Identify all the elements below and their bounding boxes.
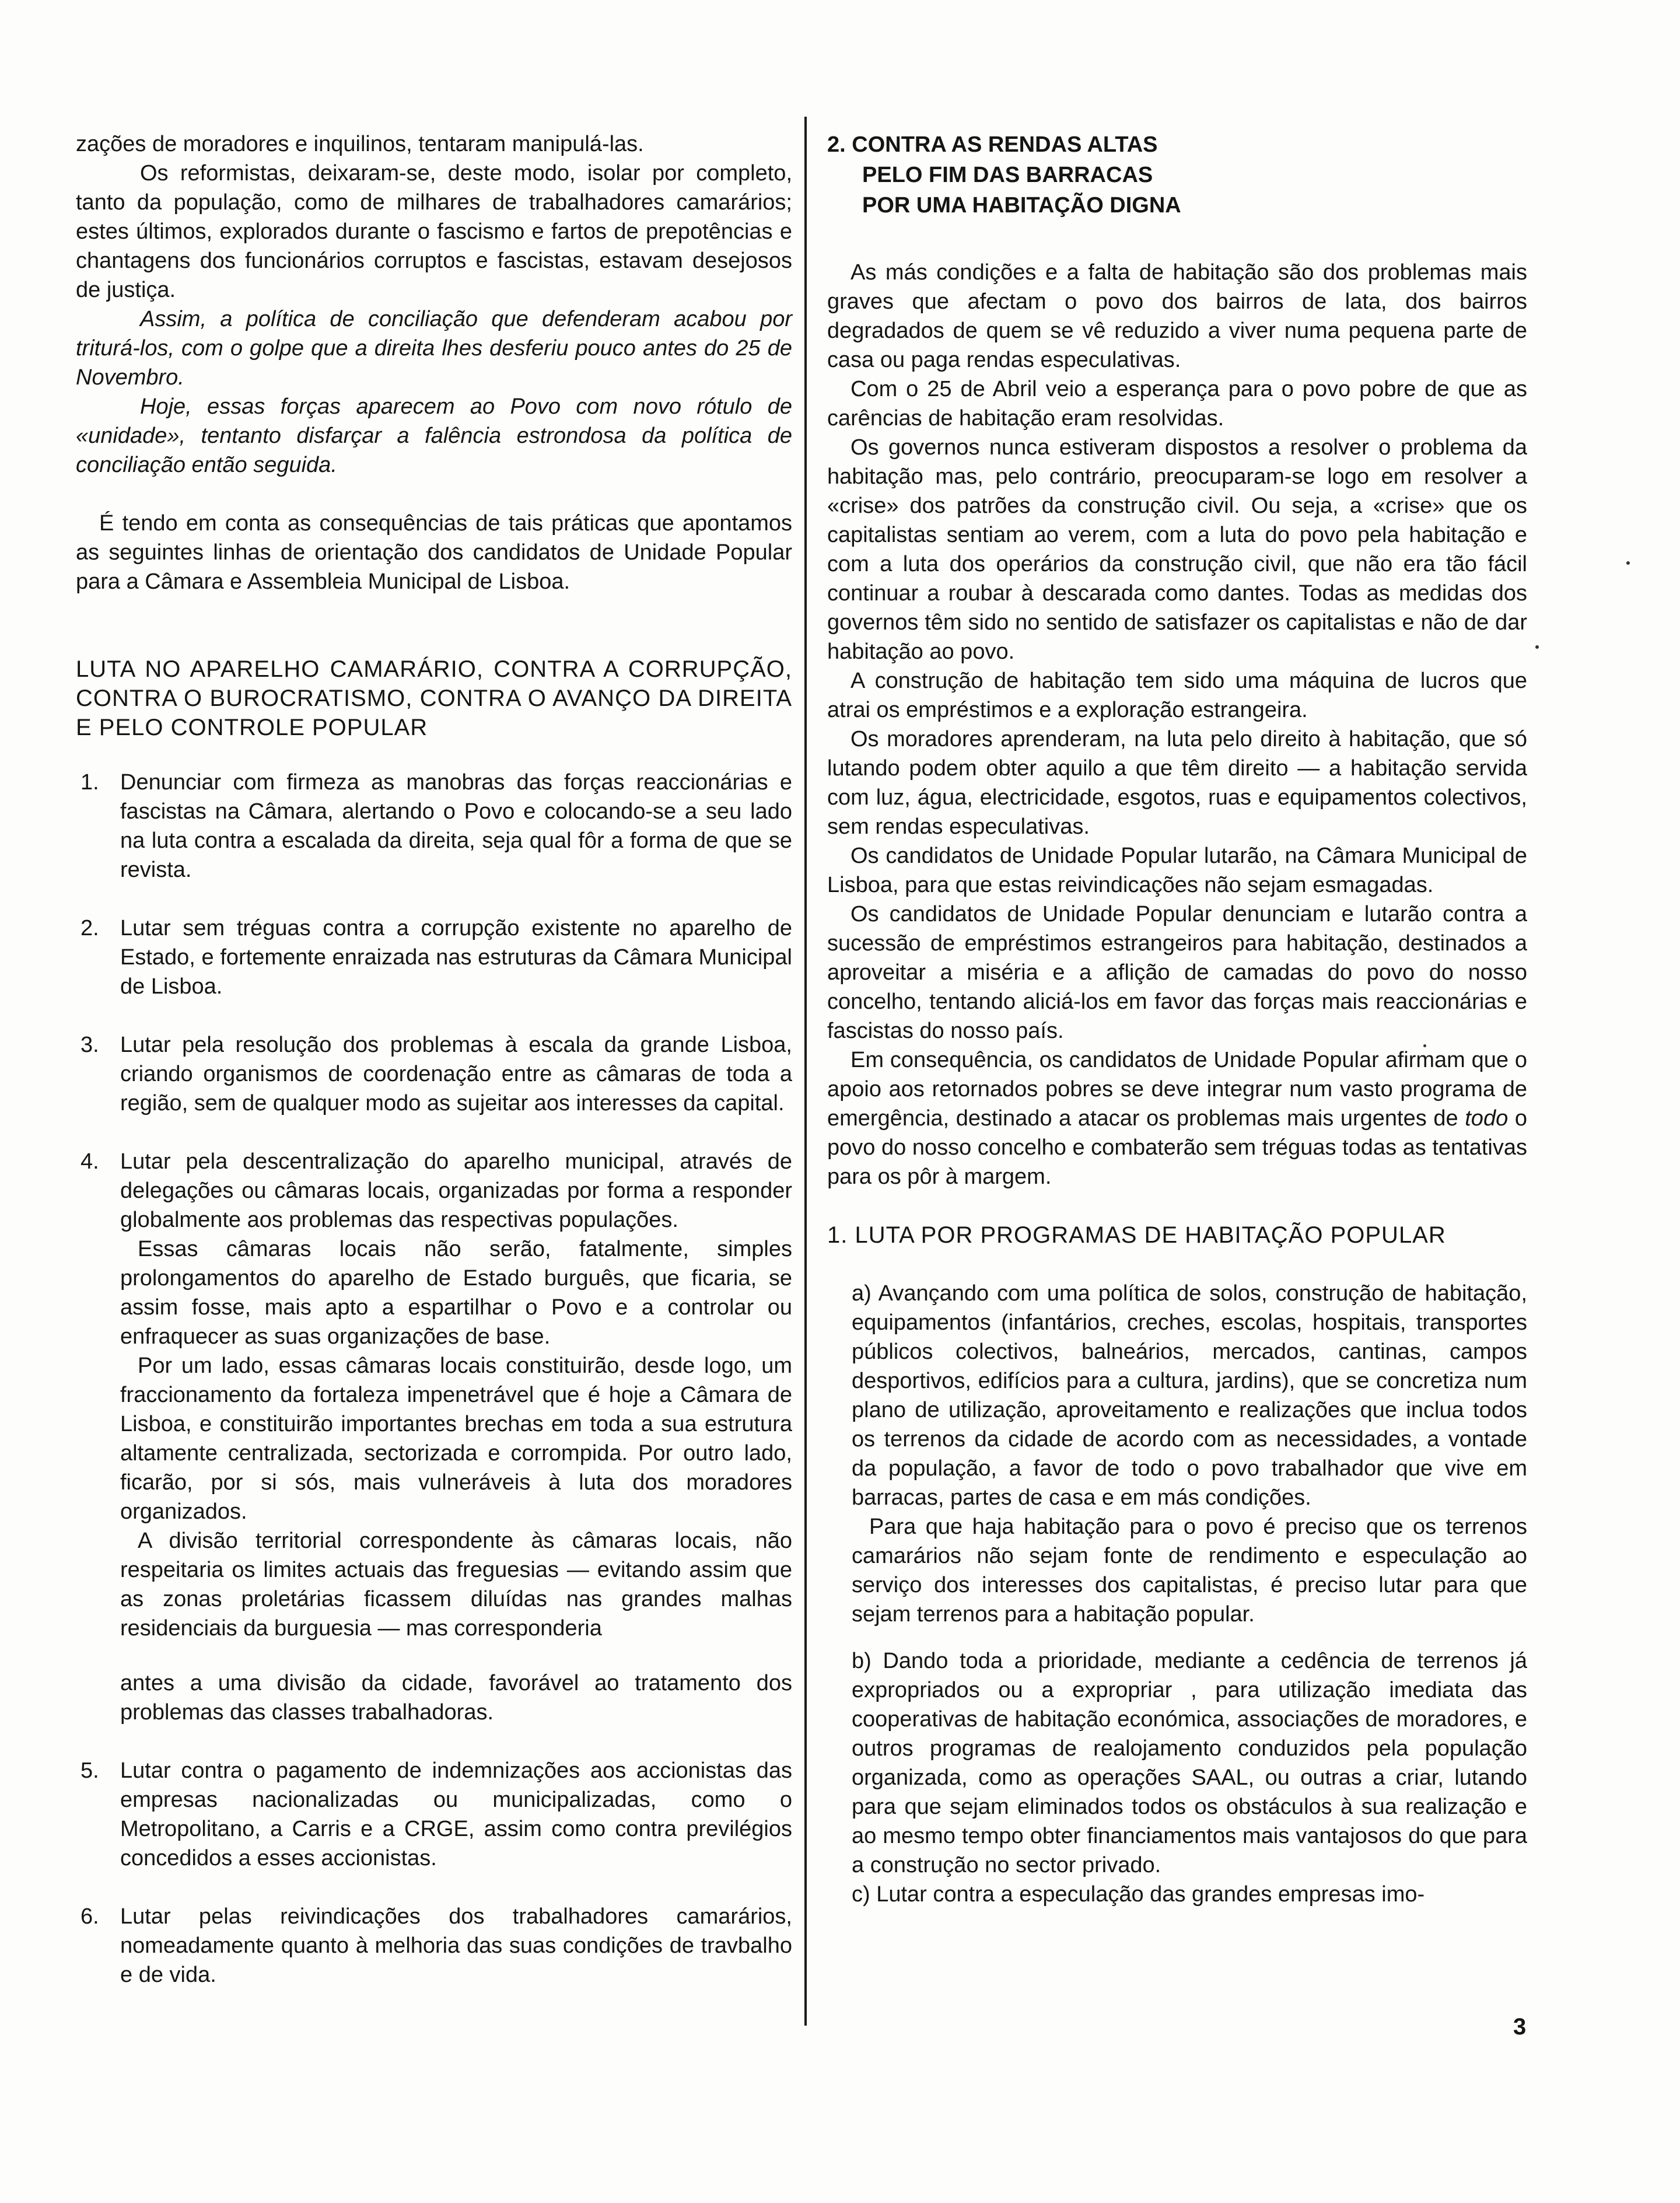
item-number: 6. (80, 1904, 99, 1929)
alpha-list (827, 1279, 1527, 1909)
list-item (76, 1030, 792, 1118)
list-item (76, 1147, 792, 1727)
column-divider (804, 117, 807, 2026)
list-item (76, 768, 792, 884)
scan-speck (1535, 645, 1539, 649)
scan-speck (1626, 561, 1630, 565)
item-number: 3. (80, 1033, 99, 1057)
item-text: Lutar pelas reivindicações dos trabalhadores camarários, nomeadamente quanto à melhoria das suas condições de travbalho e de vida. (120, 1904, 792, 1987)
intro-paragraph: É tendo em conta as consequências de tais práticas que apontamos as seguintes linhas de orientação dos candidatos de Unidade Popular para a Câmara e Assembleia Municipal de Lisboa. (76, 511, 792, 594)
item-text: Denunciar com firmeza as manobras das forças reaccionárias e fascistas na Câmara, alertando o Povo e colocando-se a seu lado na luta contra a escalada da direita, seja qual fôr a forma de que se revista. (120, 770, 792, 882)
intro-paragraph: Assim, a política de conciliação que defenderam acabou por triturá-los, com o golpe que a direita lhes desferiu pouco antes do 25 de Novembro. (76, 307, 792, 390)
alpha-item: b) Dando toda a prioridade, mediante a cedência de terrenos já expropriados ou a expropriar , para utilização imediata das cooperativas de habitação económica, associações de moradores, e outros programas de realojamento conduzidos pela população organizada, como as operações SAAL, ou outras a criar, lutando para que sejam eliminados todos os obstáculos à sua realização e ao mesmo tempo obter financiamentos mais vantajosos do que para a construção no sector privado. (852, 1649, 1527, 1877)
item-text: Lutar contra o pagamento de indemnizações aos accionistas das empresas nacionalizadas ou municipalizadas, como o Metropolitano, a Carris e a CRGE, assim como contra previlégios concedidos a esses accionistas. (120, 1758, 792, 1870)
list-item (76, 914, 792, 1001)
subsection-title: 1. LUTA POR PROGRAMAS DE HABITAÇÃO POPULAR (827, 1222, 1446, 1248)
scan-speck (1423, 1044, 1426, 1047)
intro-paragraph: Hoje, essas forças aparecem ao Povo com novo rótulo de «unidade», tentanto disfarçar a falência estrondosa da política de conciliação então seguida. (76, 394, 792, 477)
item-text: Lutar sem tréguas contra a corrupção existente no aparelho de Estado, e fortemente enraizada nas estruturas da Câmara Municipal de Lisboa. (120, 916, 792, 999)
section-title: LUTA NO APARELHO CAMARÁRIO, CONTRA A CORRUPÇÃO, CONTRA O BUROCRATISMO, CONTRA O AVANÇO DA DIREITA E PELO CONTROLE POPULAR (76, 656, 792, 740)
body-paragraph: A construção de habitação tem sido uma máquina de lucros que atrai os empréstimos e a exploração estrangeira. (827, 669, 1527, 722)
heading-line: 2. CONTRA AS RENDAS ALTAS (827, 132, 1158, 157)
body-paragraph: Os candidatos de Unidade Popular denunciam e lutarão contra a sucessão de empréstimos estrangeiros para habitação, destinados a aproveitar a miséria e a aflição de camadas do povo do nosso concelho, tentando aliciá-los em favor das forças mais reaccionárias e fascistas do nosso país. (827, 902, 1527, 1043)
item-number: 4. (80, 1149, 99, 1174)
section-heading (827, 130, 1527, 221)
alpha-item: Para que haja habitação para o povo é preciso que os terrenos camarários não sejam fonte de rendimento e especulação ao serviço dos interesses dos capitalistas, é preciso lutar para que sejam terrenos para a habitação popular. (852, 1515, 1527, 1627)
item-number: 5. (80, 1758, 99, 1783)
body-paragraph: Com o 25 de Abril veio a esperança para o povo pobre de que as carências de habitação eram resolvidas. (827, 377, 1527, 431)
item-text: Lutar pela resolução dos problemas à escala da grande Lisboa, criando organismos de coordenação entre as câmaras de toda a região, sem de qualquer modo as sujeitar aos interesses da capital. (120, 1033, 792, 1116)
text-run: Em consequência, os candidatos de Unidade Popular afirmam que o apoio aos retornados pobres se deve integrar num vasto programa de emergência, destinado a atacar os problemas mais urgentes de (827, 1048, 1527, 1131)
body-paragraph: Os governos nunca estiveram dispostos a resolver o problema da habitação mas, pelo contrário, preocuparam-se logo em resolver a «crise» dos patrões da construção civil. Ou seja, a «crise» que os capitalistas sentiam ao verem, com a luta do povo pela habitação e com a luta dos operários da construção civil, que não era tão fácil continuar a roubar à descarada como dantes. Todas as medidas dos governos têm sido no sentido de satisfazer os capitalistas e não de dar habitação ao povo. (827, 435, 1527, 664)
left-column (76, 130, 792, 2019)
body-paragraph: Os moradores aprenderam, na luta pelo direito à habitação, que só lutando podem obter aquilo a que têm direito — a habitação servida com luz, água, electricidade, esgotos, ruas e equipamentos colectivos, sem rendas especulativas. (827, 727, 1527, 839)
list-item (76, 1756, 792, 1873)
heading-line: PELO FIM DAS BARRACAS (862, 163, 1153, 187)
item-text: Essas câmaras locais não serão, fatalmente, simples prolongamentos do aparelho de Estado burguês, que ficaria, se assim fosse, mais apto a espartilhar o Povo e a controlar ou enfraquecer as suas organizações de base. (120, 1237, 792, 1349)
item-number: 2. (80, 916, 99, 940)
body-paragraph: Os candidatos de Unidade Popular lutarão, na Câmara Municipal de Lisboa, para que estas reivindicações não sejam esmagadas. (827, 844, 1527, 897)
guidelines-list (76, 768, 792, 1989)
item-text: Por um lado, essas câmaras locais constituirão, desde logo, um fraccionamento da fortaleza impenetrável que é hoje a Câmara de Lisboa, e constituirão importantes brechas em toda a sua estrutura altamente centralizada, sectorizada e corrompida. Por outro lado, ficarão, por si sós, mais vulneráveis à luta dos moradores organizados. (120, 1354, 792, 1524)
right-column (827, 130, 1527, 1909)
list-item (76, 1902, 792, 1989)
item-text: A divisão territorial correspondente às câmaras locais, não respeitaria os limites actuais das freguesias — evitando assim que as zonas proletárias ficassem diluídas nas grandes malhas residenciais da burguesia — mas corresponderia (120, 1529, 792, 1641)
intro-paragraph: Os reformistas, deixaram-se, deste modo, isolar por completo, tanto da população, como de milhares de trabalhadores camarários; estes últimos, explorados durante o fascismo e fartos de prepotências e chantagens dos funcionários corruptos e fascistas, estavam desejosos de justiça. (76, 161, 792, 302)
body-paragraph: As más condições e a falta de habitação são dos problemas mais graves que afectam o povo dos bairros de lata, dos bairros degradados de quem se vê reduzido a viver numa pequena parte de casa ou paga rendas especulativas. (827, 260, 1527, 372)
item-number: 1. (80, 770, 99, 795)
intro-paragraph: zações de moradores e inquilinos, tentaram manipulá-las. (76, 132, 644, 156)
item-text: Lutar pela descentralização do aparelho municipal, através de delegações ou câmaras locais, organizadas por forma a responder globalmente aos problemas das respectivas populações. (120, 1149, 792, 1232)
heading-line: POR UMA HABITAÇÃO DIGNA (862, 193, 1181, 218)
body-paragraph (827, 1045, 1527, 1191)
emphasis: todo (1465, 1106, 1508, 1131)
alpha-item: c) Lutar contra a especulação das grandes empresas imo- (852, 1882, 1425, 1907)
alpha-item: a) Avançando com uma política de solos, construção de habitação, equipamentos (infantários, creches, escolas, hospitais, transportes públicos colectivos, balneários, mercados, cantinas, campos desportivos, edifícios para a cultura, jardins), que se concretiza num plano de utilização, aproveitamento e realizações que inclua todos os terrenos da cidade de acordo com as necessidades, a vontade da população, a favor de todo o povo trabalhador que vive em barracas, partes de casa e em más condições. (852, 1281, 1527, 1510)
text-run: o povo do nosso concelho e combaterão sem tréguas todas as tentativas para os pôr à margem. (827, 1106, 1527, 1189)
item-text: antes a uma divisão da cidade, favorável ao tratamento dos problemas das classes trabalhadoras. (120, 1671, 792, 1725)
page-number: 3 (1513, 2014, 1527, 2040)
